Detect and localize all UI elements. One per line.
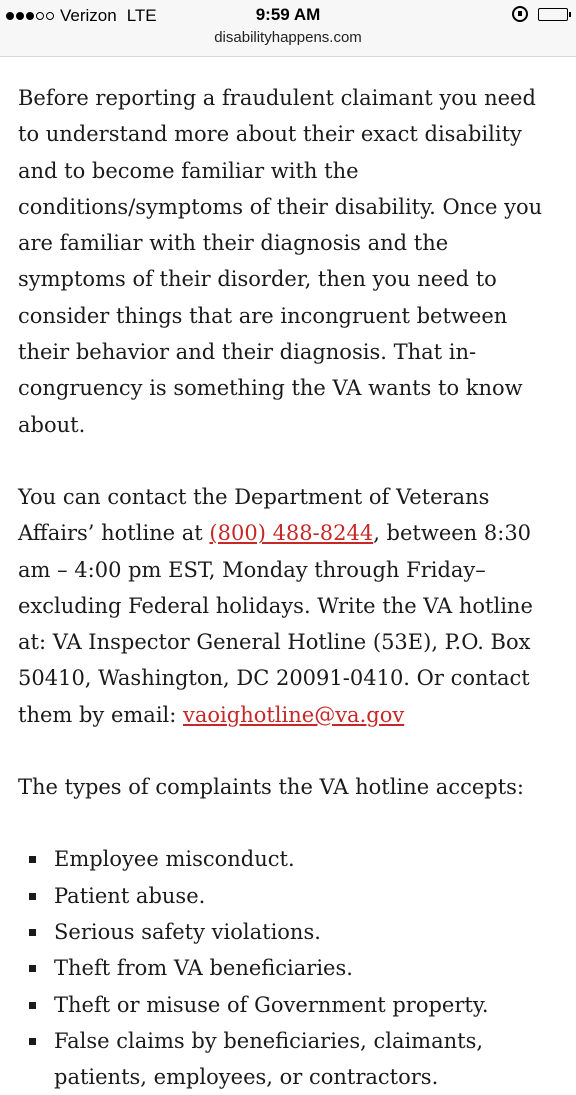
status-icons (512, 6, 568, 22)
list-item: Theft from VA beneficiaries. (18, 950, 558, 986)
clock: 9:59 AM (255, 5, 321, 24)
paragraph-complaint-types: The types of complaints the VA hotline accepts: (18, 775, 524, 800)
url-bar[interactable]: disabilityhappens.com (214, 29, 362, 46)
article-body (18, 80, 558, 1095)
network-type: LTE (126, 6, 157, 25)
paragraph-contact (18, 479, 558, 733)
carrier-name: Verizon (60, 6, 117, 25)
contact-text-details: , between 8:30 am – 4:00 pm EST, Monday through Friday–excluding Federal holidays. Write the VA hotline at: VA Inspector General Hotline (53E), P.O. Box 50410, Washington, DC 20091-0410. Or contact them by email: (18, 521, 533, 727)
list-item: Patient abuse. (18, 878, 558, 914)
status-bar (0, 0, 576, 57)
list-item: Theft or misuse of Government property. (18, 987, 558, 1023)
hotline-phone-link[interactable]: (800) 488-8244 (209, 521, 374, 546)
paragraph-fraud-reporting: Before reporting a fraudulent claimant you need to understand more about their exact disability and to become familiar with the conditions/symptoms of their disability. Once you are familiar with their diagnosis and the symptoms of their disorder, then you need to consider things that are incongruent between their behavior and their diagnosis. That in-congruency is something the VA wants to know about. (18, 86, 543, 437)
complaint-list (18, 841, 558, 1095)
list-item: Employee misconduct. (18, 841, 558, 877)
rotation-lock-icon (512, 6, 528, 22)
hotline-email-link[interactable]: vaoighotline@va.gov (183, 702, 405, 727)
list-item: False claims by beneficiaries, claimants, patients, employees, or contractors. (18, 1023, 558, 1095)
contact-text-intro: You can contact the Department of Veterans Affairs’ hotline at (18, 484, 490, 546)
list-item: Serious safety violations. (18, 914, 558, 950)
battery-icon (538, 8, 568, 21)
